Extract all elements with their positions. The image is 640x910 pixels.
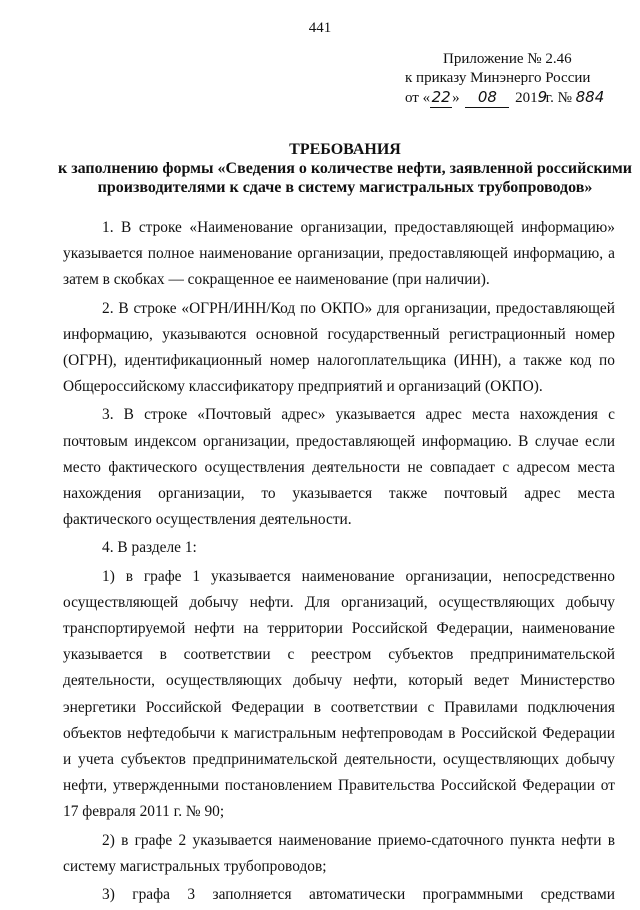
appendix-title: Приложение № 2.46 xyxy=(443,51,572,67)
handwritten-order-number: 884 xyxy=(575,88,605,106)
date-quote-close: » xyxy=(452,90,460,106)
handwritten-year-digit: 9 xyxy=(537,88,548,106)
handwritten-month: 08 xyxy=(465,88,509,108)
document-title xyxy=(50,140,640,197)
year-prefix: 201 xyxy=(515,90,538,106)
appendix-order-ref: к приказу Минэнерго России xyxy=(405,70,591,86)
document-body xyxy=(63,215,615,910)
appendix-date-line xyxy=(405,88,635,108)
page-number: 441 xyxy=(308,20,332,36)
paragraph-3: 3. В строке «Почтовый адрес» указывается адрес места нахождения с почтовым индексом организации, предоставляющей информацию. В случае если место фактического осуществления деятельности не совпадает с адресом места нахождения организации, то указывается также почтовый адрес места фактического осуществления деятельности. xyxy=(63,406,615,529)
date-prefix: от « xyxy=(405,90,431,106)
paragraph-4-2: 2) в графе 2 указывается наименование приемо-сдаточного пункта нефти в систему магистральных трубопроводов; xyxy=(63,831,615,875)
paragraph-4-1: 1) в графе 1 указывается наименование организации, непосредственно осуществляющей добычу нефти. Для организаций, осуществляющих добычу транспортируемой нефти на территории Российской Федерации, наименование указывается в соответствии с реестром субъектов предпринимательской деятельности, осуществляющих добычу нефти, который ведет Министерство энергетики Российской Федерации в соответствии с Правилами подключения объектов нефтедобычи к магистральным нефтепроводам в Российской Федерации и учета субъектов предпринимательской деятельности, осуществляющих добычу нефти, утвержденными постановлением Правительства Российской Федерации от 17 февраля 2011 г. № 90; xyxy=(63,567,615,821)
title-line-1: к заполнению формы «Сведения о количестве нефти, заявленной российскими xyxy=(57,160,633,177)
paragraph-4: 4. В разделе 1: xyxy=(102,539,197,557)
number-prefix: г. № xyxy=(545,90,572,106)
title-line-2: производителями к сдаче в систему магистральных трубопроводов» xyxy=(97,179,593,196)
title-heading: ТРЕБОВАНИЯ xyxy=(289,141,401,158)
paragraph-2: 2. В строке «ОГРН/ИНН/Код по ОКПО» для организации, предоставляющей информацию, указываются основной государственный регистрационный номер (ОГРН), идентификационный номер налогоплательщика (ИНН), а также код по Общероссийскому классификатору предприятий и организаций (ОКПО). xyxy=(63,299,615,396)
paragraph-4-3: 3) графа 3 заполняется автоматически программными средствами xyxy=(102,886,615,904)
appendix-block xyxy=(405,50,635,108)
paragraph-1: 1. В строке «Наименование организации, предоставляющей информацию» указывается полное наименование организации, предоставляющей информацию, а затем в скобках — сокращенное ее наименование (при наличии). xyxy=(63,219,615,289)
handwritten-day: 22 xyxy=(431,88,451,106)
